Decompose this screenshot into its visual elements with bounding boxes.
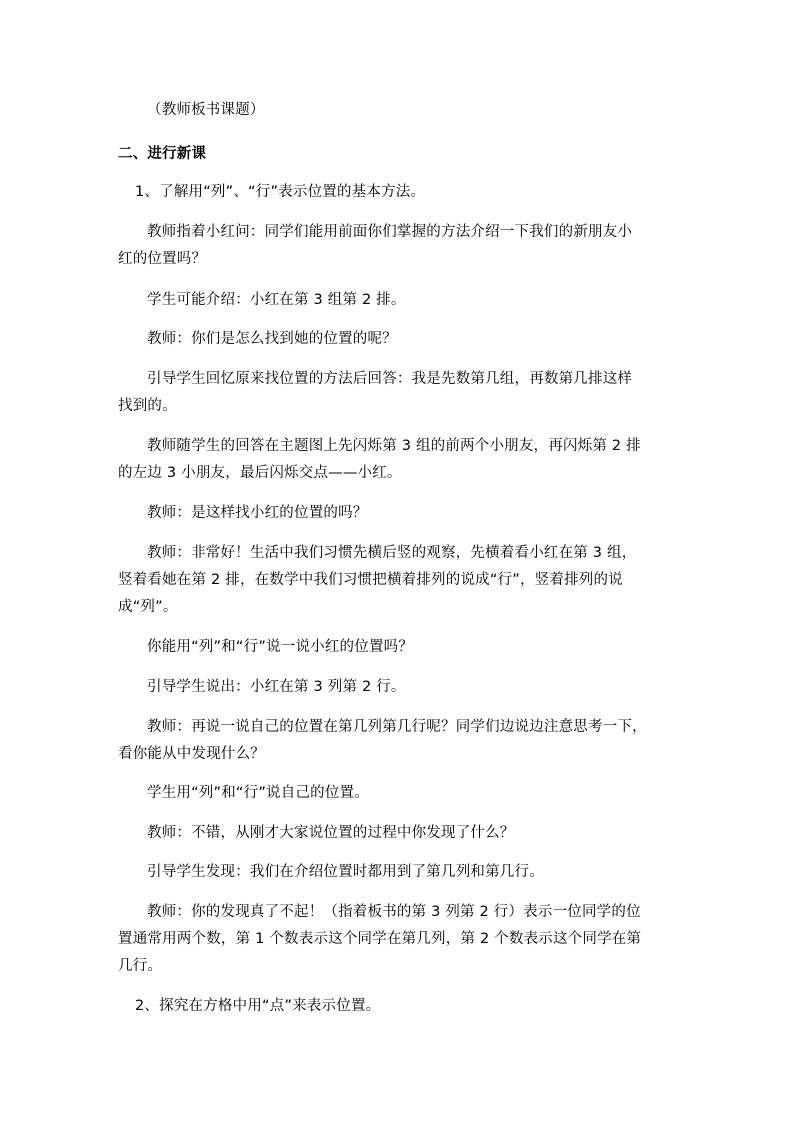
paragraph-line: 引导学生发现：我们在介绍位置时都用到了第几列和第几行。	[147, 864, 544, 880]
paragraph-line: 找到的。	[118, 398, 177, 414]
paragraph-line: 看你能从中发现什么？	[118, 746, 265, 762]
paragraph-line: 教师：非常好！生活中我们习惯先横后竖的观察，先横着看小红在第 3 组，	[147, 545, 637, 561]
paragraph-line: 你能用“列”和“行”说一说小红的位置吗？	[147, 639, 414, 655]
paragraph-line: 引导学生说出：小红在第 3 列第 2 行。	[147, 679, 406, 695]
paragraph-line: 教师：再说一说自己的位置在第几列第几行呢？同学们边说边注意思考一下，	[147, 719, 647, 735]
paragraph-line: 教师指着小红问：同学们能用前面你们掌握的方法介绍一下我们的新朋友小	[147, 224, 633, 240]
paragraph-line: 几行。	[118, 958, 163, 974]
paragraph-line: 成“列”。	[118, 599, 178, 615]
subsection-heading-2: 2、探究在方格中用“点”来表示位置。	[135, 998, 381, 1014]
section-heading: 二、进行新课	[118, 146, 207, 162]
paragraph-line: 竖着看她在第 2 排，在数学中我们习惯把横着排列的说成“行”，竖着排列的说	[118, 572, 623, 588]
paragraph-line: 引导学生回忆原来找位置的方法后回答：我是先数第几组，再数第几排这样	[147, 371, 633, 387]
paragraph-line: 教师随学生的回答在主题图上先闪烁第 3 组的前两个小朋友，再闪烁第 2 排	[147, 438, 641, 454]
paragraph-line: 置通常用两个数，第 1 个数表示这个同学在第几列，第 2 个数表示这个同学在第	[118, 931, 642, 947]
paragraph-line: 学生用“列”和“行”说自己的位置。	[147, 785, 369, 801]
subsection-heading-1: 1、了解用“列”、“行”表示位置的基本方法。	[135, 184, 426, 200]
paragraph-line: 教师：不错，从刚才大家说位置的过程中你发现了什么？	[147, 825, 515, 841]
paragraph-line: 教师：你们是怎么找到她的位置的呢？	[147, 331, 397, 347]
paragraph-line: 红的位置吗？	[118, 251, 207, 267]
board-title-note: （教师板书课题）	[147, 102, 265, 118]
paragraph-line: 教师：是这样找小红的位置的吗？	[147, 505, 368, 521]
paragraph-line: 教师：你的发现真了不起！（指着板书的第 3 列第 2 行）表示一位同学的位	[147, 904, 641, 920]
paragraph-line: 的左边 3 小朋友，最后闪烁交点——小红。	[118, 465, 402, 481]
paragraph-line: 学生可能介绍：小红在第 3 组第 2 排。	[147, 292, 406, 308]
